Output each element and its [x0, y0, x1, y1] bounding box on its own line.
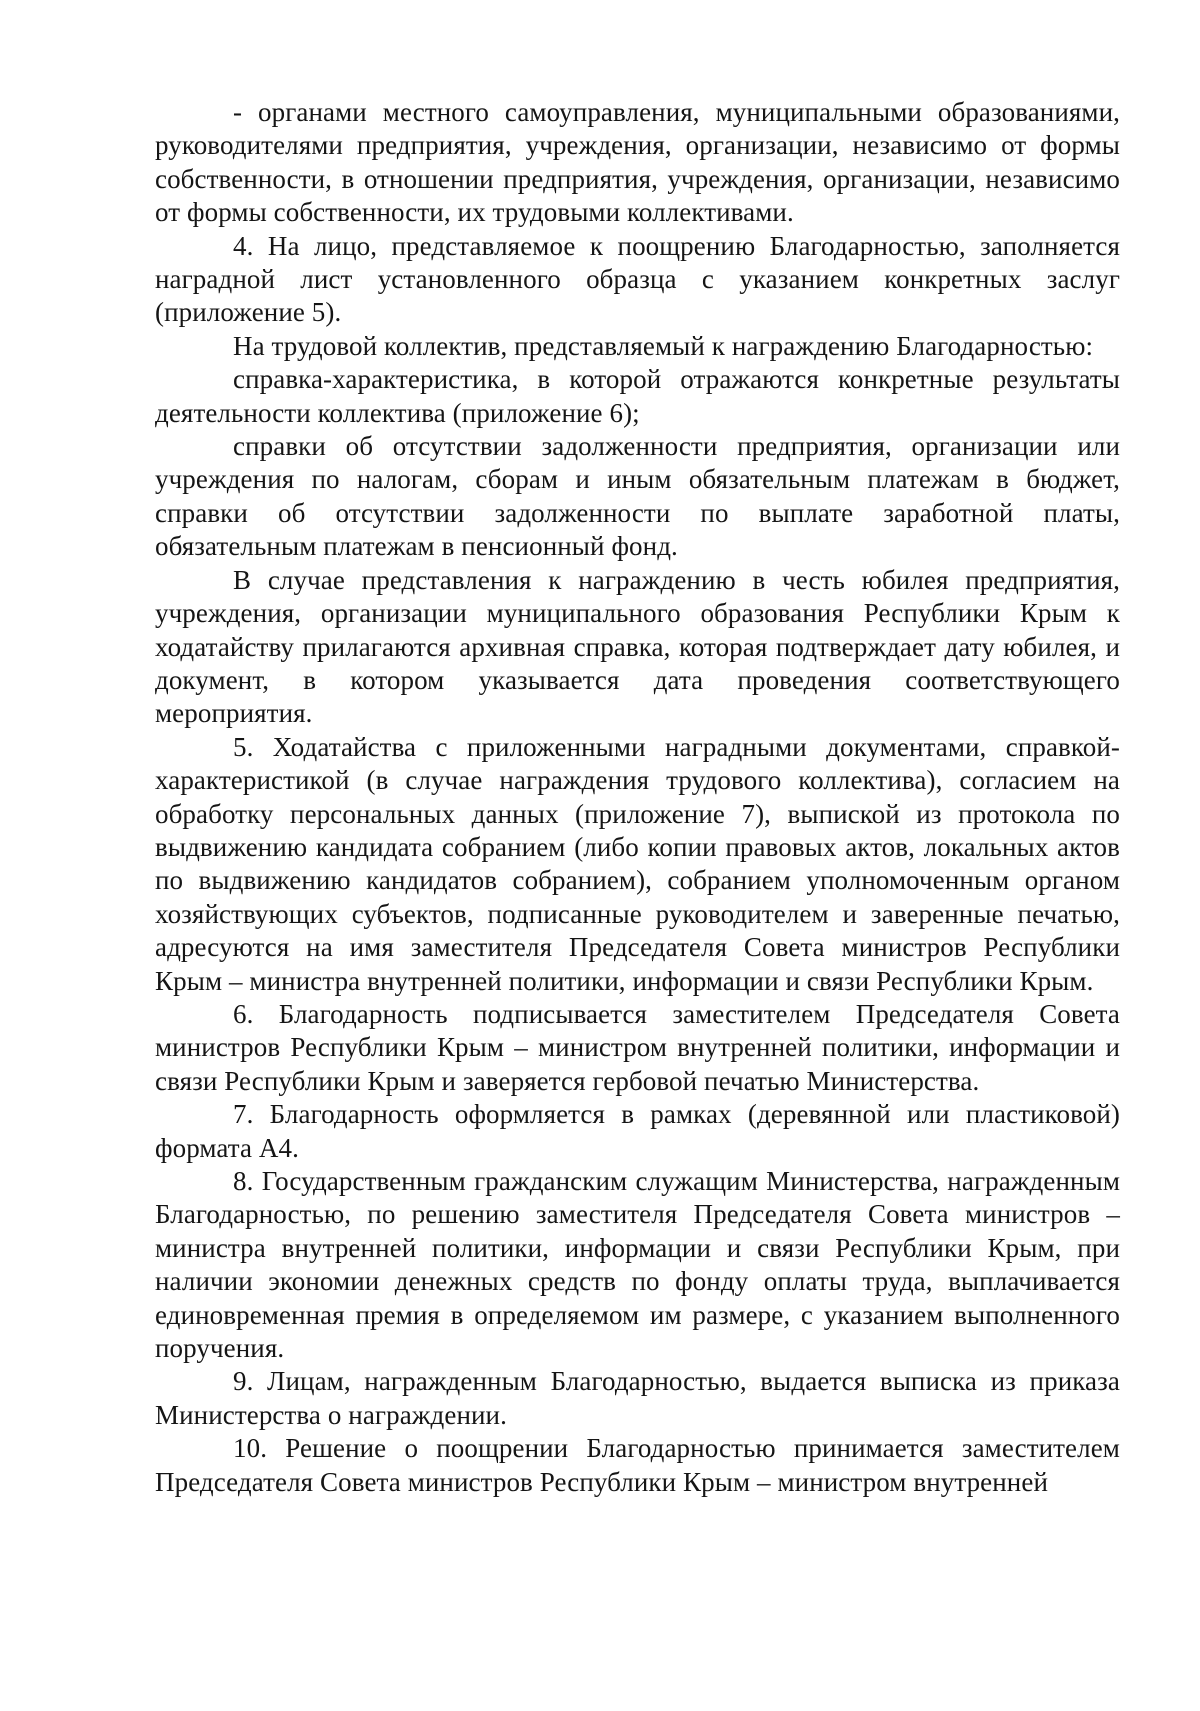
paragraph-item-5: 5. Ходатайства с приложенными наградными документами, справкой-характеристикой (в случае награждения трудового коллектива), согласием на обработку персональных данных (приложение 7), выпиской из протокола по выдвижению кандидата собранием (либо копии правовых актов, локальных актов по выдвижению кандидатов собранием), собранием уполномоченным органом хозяйствующих субъектов, подписанные руководителем и заверенные печатью, адресуются на имя заместителя Председателя Совета министров Республики Крым – министра внутренней политики, информации и связи Республики Крым.	[155, 731, 1120, 996]
paragraph-reference-characteristic: справка-характеристика, в которой отражаются конкретные результаты деятельности коллектива (приложение 6);	[155, 364, 1120, 428]
paragraph-anniversary: В случае представления к награждению в честь юбилея предприятия, учреждения, организации муниципального образования Республики Крым к ходатайству прилагаются архивная справка, которая подтверждает дату юбилея, и документ, в котором указывается дата проведения соответствующего мероприятия.	[155, 564, 1120, 729]
paragraph-labor-collective: На трудовой коллектив, представляемый к награждению Благодарностью:	[233, 330, 1094, 361]
paragraph-item-4: 4. На лицо, представляемое к поощрению Благодарностью, заполняется наградной лист установленного образца с указанием конкретных заслуг (приложение 5).	[155, 230, 1120, 328]
document-body	[155, 96, 1120, 1499]
paragraph-item-8: 8. Государственным гражданским служащим Министерства, награжденным Благодарностью, по решению заместителя Председателя Совета министров – министра внутренней политики, информации и связи Республики Крым, при наличии экономии денежных средств по фонду оплаты труда, выплачивается единовременная премия в определяемом им размере, с указанием выполненного поручения.	[155, 1166, 1120, 1364]
paragraph-item-7: 7. Благодарность оформляется в рамках (деревянной или пластиковой) формата А4.	[155, 1099, 1120, 1163]
paragraph-local-authorities: - органами местного самоуправления, муниципальными образованиями, руководителями предприятия, учреждения, организации, независимо от формы собственности, в отношении предприятия, учреждения, организации, независимо от формы собственности, их трудовыми коллективами.	[155, 97, 1120, 228]
paragraph-item-9: 9. Лицам, награжденным Благодарностью, выдается выписка из приказа Министерства о награждении.	[155, 1366, 1120, 1430]
paragraph-item-10: 10. Решение о поощрении Благодарностью принимается заместителем Председателя Совета министров Республики Крым – министром внутренней	[155, 1433, 1120, 1497]
paragraph-debt-certificates: справки об отсутствии задолженности предприятия, организации или учреждения по налогам, сборам и иным обязательным платежам в бюджет, справки об отсутствии задолженности по выплате заработной платы, обязательным платежам в пенсионный фонд.	[155, 431, 1120, 562]
paragraph-item-6: 6. Благодарность подписывается заместителем Председателя Совета министров Республики Крым – министром внутренней политики, информации и связи Республики Крым и заверяется гербовой печатью Министерства.	[155, 998, 1120, 1096]
